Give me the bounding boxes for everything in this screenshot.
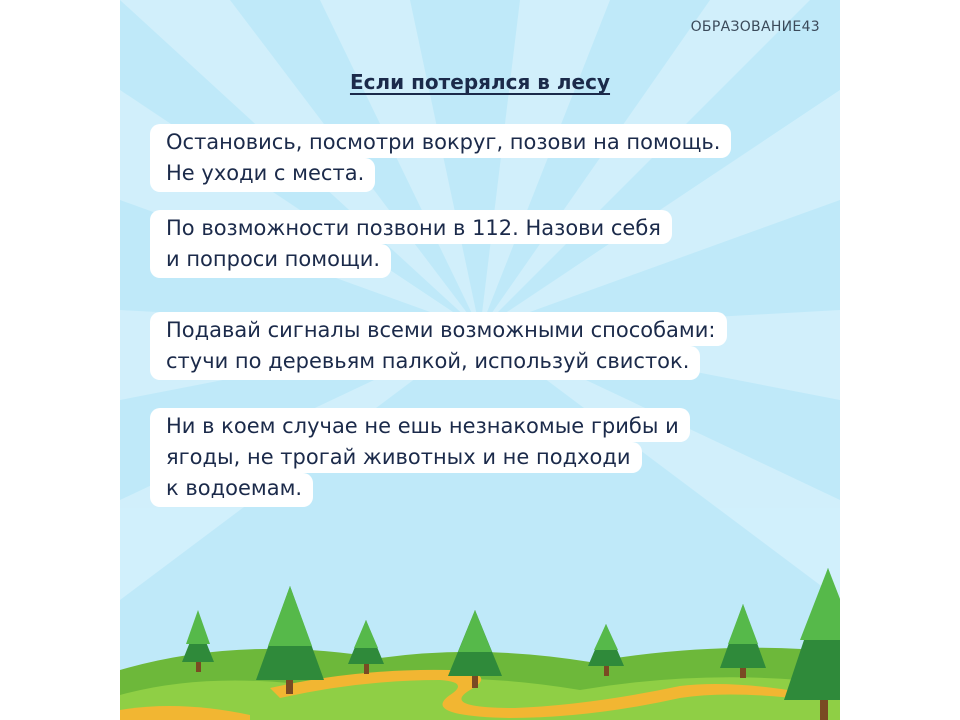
tip-line: к водоемам. — [150, 473, 313, 507]
tip-line: По возможности позвони в 112. Назови себя — [150, 210, 672, 244]
tip-line: ягоды, не трогай животных и не подходи — [150, 442, 642, 473]
page-title: Если потерялся в лесу — [349, 70, 611, 94]
brand-label: ОБРАЗОВАНИЕ43 — [690, 19, 820, 35]
tip-line: Ни в коем случае не ешь незнакомые грибы и — [150, 408, 690, 442]
tip-card-3 — [150, 312, 727, 380]
tip-line: Подавай сигналы всеми возможными способами: — [150, 312, 727, 346]
tree-icon — [784, 568, 840, 720]
tip-line: Не уходи с места. — [150, 158, 375, 192]
infographic-card — [120, 0, 840, 720]
tip-card-4 — [150, 408, 690, 507]
tree-icon — [256, 586, 324, 694]
tip-card-1 — [150, 124, 731, 192]
forest-landscape — [120, 540, 840, 720]
tip-line: стучи по деревьям палкой, используй свисток. — [150, 346, 700, 380]
tip-line: Остановись, посмотри вокруг, позови на помощь. — [150, 124, 731, 158]
tip-line: и попроси помощи. — [150, 244, 391, 278]
tree-icon — [720, 604, 766, 678]
tip-card-2 — [150, 210, 672, 278]
